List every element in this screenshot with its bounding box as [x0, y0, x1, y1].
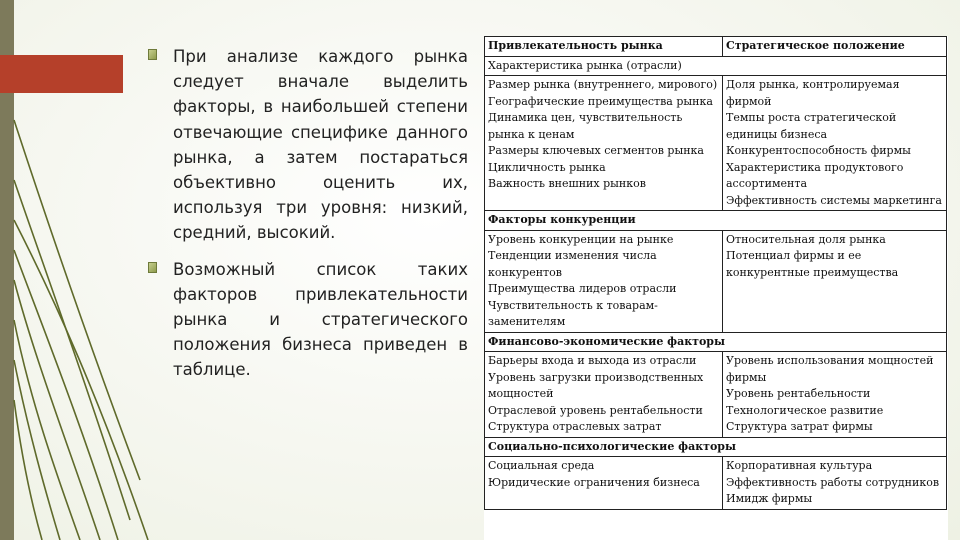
- section-social: Социально-психологические факторы: [485, 437, 947, 457]
- bullet-list: [148, 44, 468, 394]
- cell-competition-market: Уровень конкуренции на рынке Тенденции изменения числа конкурентов Преимущества лидеров отрасли Чувствительность к товарам-заменителям: [485, 230, 723, 332]
- cell-competition-position: Относительная доля рынка Потенциал фирмы и ее конкурентные преимущества: [723, 230, 947, 332]
- title-accent-bar: [0, 55, 123, 93]
- square-bullet-icon: [148, 262, 157, 273]
- square-bullet-icon: [148, 49, 157, 60]
- factors-table: [484, 36, 947, 510]
- section-financial: Финансово-экономические факторы: [485, 332, 947, 352]
- header-strategic-position: Стратегическое положение: [723, 37, 947, 57]
- bullet-item-1: [148, 44, 468, 246]
- table-row: [485, 352, 947, 438]
- cell-social-position: Корпоративная культура Эффективность работы сотрудников Имидж фирмы: [723, 457, 947, 510]
- cell-financial-position: Уровень использования мощностей фирмы Уровень рентабельности Технологическое развитие Структура затрат фирмы: [723, 352, 947, 438]
- table-subheader-row: [485, 56, 947, 76]
- cell-position-factors: Доля рынка, контролируемая фирмой Темпы роста стратегической единицы бизнеса Конкурентоспособность фирмы Характеристика продуктового ассортимента Эффективность системы маркетинга: [723, 76, 947, 211]
- section-competition: Факторы конкуренции: [485, 211, 947, 231]
- header-market-attractiveness: Привлекательность рынка: [485, 37, 723, 57]
- table-section-row: [485, 211, 947, 231]
- cell-financial-market: Барьеры входа и выхода из отрасли Уровень загрузки производственных мощностей Отраслевой уровень рентабельности Структура отраслевых затрат: [485, 352, 723, 438]
- subheader-market-characteristics: Характеристика рынка (отрасли): [485, 56, 947, 76]
- table-section-row: [485, 437, 947, 457]
- bullet-item-2: [148, 257, 468, 383]
- table-row: [485, 76, 947, 211]
- table-section-row: [485, 332, 947, 352]
- table-header-row: [485, 37, 947, 57]
- table-row: [485, 230, 947, 332]
- factors-table-image: [484, 36, 948, 540]
- bullet-text-1: При анализе каждого рынка следует вначале выделить факторы, в наибольшей степени отвечающие специфике данного рынка, а затем постараться объективно оценить их, используя три уровня: низкий, средний, высокий.: [173, 47, 468, 243]
- bullet-text-2: Возможный список таких факторов привлекательности рынка и стратегического положения бизнеса приведен в таблице.: [173, 259, 468, 380]
- cell-market-factors: Размер рынка (внутреннего, мирового) Географические преимущества рынка Динамика цен, чувствительность рынка к ценам Размеры ключевых сегментов рынка Цикличность рынка Важность внешних рынков: [485, 76, 723, 211]
- table-row: [485, 457, 947, 510]
- cell-social-market: Социальная среда Юридические ограничения бизнеса: [485, 457, 723, 510]
